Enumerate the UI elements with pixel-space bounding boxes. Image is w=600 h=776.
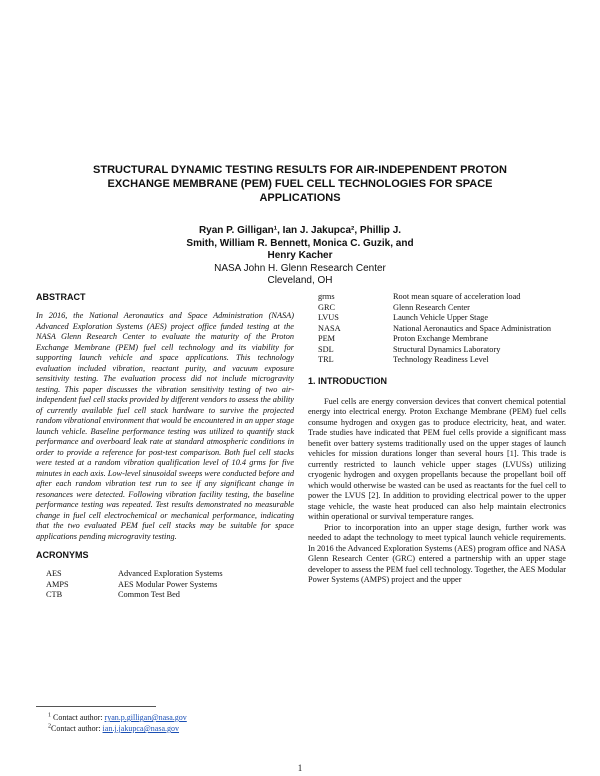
author-names-line-3: Henry Kacher — [267, 250, 333, 261]
glossary-value: Structural Dynamics Laboratory — [393, 344, 501, 354]
glossary-row — [308, 334, 566, 345]
acronym-row — [36, 580, 294, 591]
affiliation: NASA John H. Glenn Research Center — [214, 262, 386, 274]
footnote-2 — [48, 723, 308, 734]
footnote-mark: 2 — [48, 723, 51, 730]
glossary-row — [308, 345, 566, 356]
right-column — [308, 292, 566, 586]
email-link-1[interactable]: ryan.p.gilligan@nasa.gov — [104, 713, 187, 722]
glossary-row — [308, 355, 566, 366]
glossary-row — [308, 313, 566, 324]
acronyms-section — [36, 550, 294, 601]
paper-title: STRUCTURAL DYNAMIC TESTING RESULTS FOR AIR-INDEPENDENT PROTON EXCHANGE MEMBRANE (PEM) FUEL CELL TECHNOLOGIES FOR SPACE APPLICATIONS — [93, 164, 507, 204]
page-number: 1 — [297, 763, 303, 773]
glossary-key: TRL — [318, 355, 334, 364]
glossary-value: Proton Exchange Membrane — [393, 334, 488, 343]
glossary-value: National Aeronautics and Space Administration — [393, 323, 552, 333]
acronym-key: AES — [46, 569, 62, 578]
glossary-key: grms — [318, 292, 335, 301]
introduction-paragraph-2: Prior to incorporation into an upper stage design, further work was needed to adapt the technology to meet typical launch vehicle requirements. In 2016 the Advanced Exploration Systems (AES) program office and NASA Glenn Research Center (GRC) entered a partnership with an upper stage developer to assess the PEM fuel cell technology. Together, the AES Modular Power Systems (AMPS) project and the upper — [308, 522, 566, 584]
introduction-paragraph-1: Fuel cells are energy conversion devices that convert chemical potential energy into electrical energy. Proton Exchange Membrane (PEM) fuel cells consume hydrogen and oxygen gas to produce electricity, heat, and water. Trade studies have indicated that PEM fuel cells provide a significant mass benefit over battery systems traditionally used on the upper stages of launch vehicles for mission durations longer than several hours [1]. This trade is currently restricted to launch vehicle upper stages (LVUSs) utilizing cryogenic hydrogen and oxygen propellants because the propellant boil off which would otherwise be wasted can be used as reactants for the fuel cell to power the LVUS [2]. In addition to providing electrical power to the upper stage vehicle, the waste heat produced can also help maintain electronics within operational or survival temperature ranges. — [308, 396, 566, 521]
glossary-row — [308, 292, 566, 303]
left-column — [36, 292, 294, 601]
glossary-row — [308, 303, 566, 314]
acronym-value: AES Modular Power Systems — [118, 579, 218, 589]
author-names-line-2: Smith, William R. Bennett, Monica C. Guzik, and — [186, 237, 414, 249]
acronyms-heading: ACRONYMS — [36, 550, 89, 560]
footnote-1 — [48, 712, 308, 723]
introduction-section — [308, 376, 566, 586]
acronym-value: Common Test Bed — [118, 590, 180, 599]
abstract-text: In 2016, the National Aeronautics and Space Administration (NASA) Advanced Exploration Systems (AES) project office funded testing at the NASA Glenn Research Center to evaluate the maturity of the Proton Exchange Membrane (PEM) fuel cell technology and its viability for supporting launch vehicle and space applications. This technology evaluation included vibration, reactant purity, and vacuum exposure sensitivity testing. The evaluation process did not include microgravity testing. This paper discusses the vibration sensitivity testing of two air-independent fuel cell stacks provided by different vendors to assess the ability of currently available fuel cell stack hardware to survive the projected random vibrational environment that would be encountered in an upper stage launch vehicle. Baseline performance testing was utilized to quantify stack performance and overboard leak rate at standard atmospheric conditions in order to provide a reference for post-test comparison. Both fuel cell stacks were tested at a random vibration qualification level of 10.4 grms for five minutes in each axis. Low-level sinusoidal sweeps were conducted before and after each random vibration test run to see if any significant change in resonances were detected. Following vibration facility testing, the baseline performance testing was repeated. Test results demonstrated no measurable change in fuel cell electrochemical or mechanical performance, indicating that the two evaluated PEM fuel cell stacks may be suitable for space applications pending microgravity testing. — [36, 311, 294, 541]
glossary-key: NASA — [318, 323, 341, 333]
glossary — [308, 292, 566, 366]
acronym-key: AMPS — [46, 579, 69, 589]
glossary-key: SDL — [318, 344, 334, 354]
author-block — [70, 225, 530, 288]
glossary-row — [308, 324, 566, 335]
acronym-row — [36, 590, 294, 601]
glossary-key: PEM — [318, 334, 336, 343]
footnotes — [48, 712, 308, 734]
glossary-key: LVUS — [318, 313, 339, 322]
footnote-mark: 1 — [48, 712, 51, 719]
glossary-key: GRC — [318, 302, 336, 312]
abstract-heading: ABSTRACT — [36, 292, 86, 302]
glossary-value: Launch Vehicle Upper Stage — [393, 313, 488, 322]
glossary-value: Technology Readiness Level — [393, 355, 489, 364]
introduction-heading: 1. INTRODUCTION — [308, 375, 388, 386]
glossary-value: Glenn Research Center — [393, 302, 470, 312]
acronym-row — [36, 569, 294, 580]
email-link-2[interactable]: ian.j.jakupca@nasa.gov — [102, 724, 179, 733]
author-names-line-1: Ryan P. Gilligan¹, Ian J. Jakupca², Phillip J. — [198, 225, 402, 236]
footnote-label: Contact author: — [51, 724, 103, 733]
footnote-divider — [36, 706, 156, 707]
acronym-key: CTB — [46, 590, 63, 599]
location: Cleveland, OH — [267, 275, 333, 286]
footnote-label: Contact author: — [51, 713, 105, 722]
glossary-value: Root mean square of acceleration load — [393, 292, 521, 301]
acronym-value: Advanced Exploration Systems — [118, 569, 223, 578]
